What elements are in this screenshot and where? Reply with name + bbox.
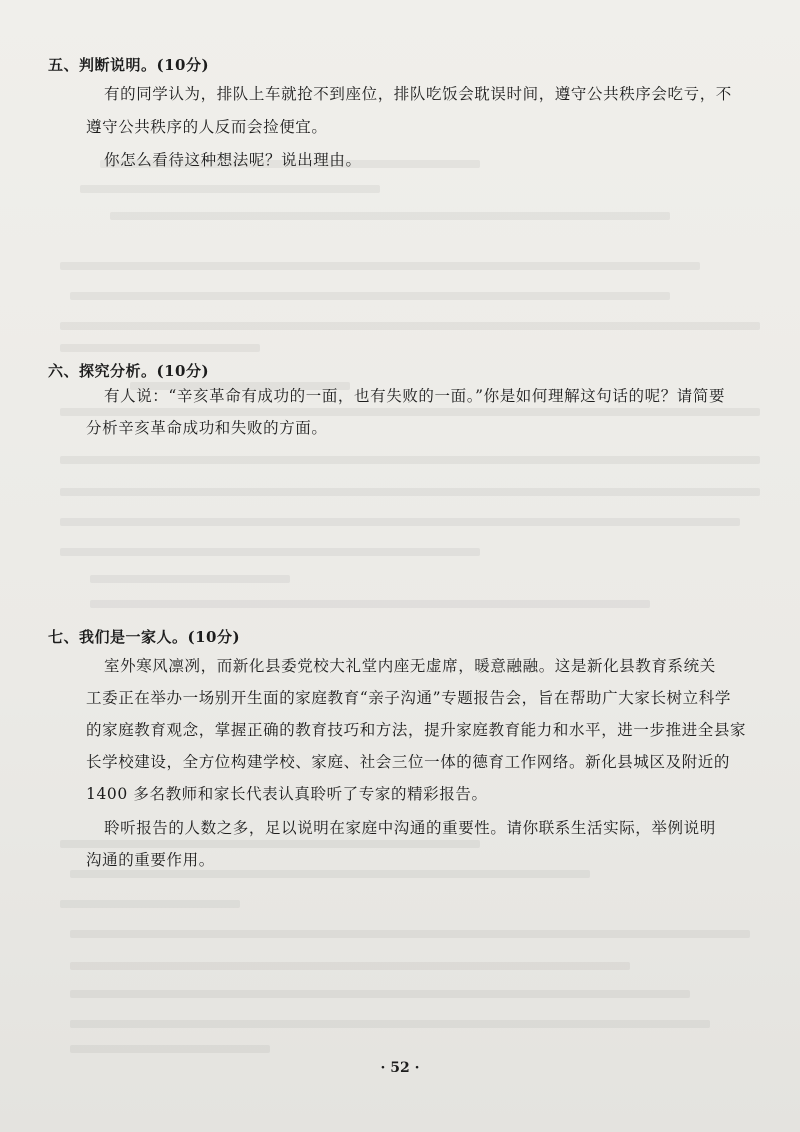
section-seven-question-2: 沟通的重要作用。 xyxy=(86,851,215,869)
section-seven-line-5: 1400 多名教师和家长代表认真聆听了专家的精彩报告。 xyxy=(86,785,488,803)
section-five-question: 你怎么看待这种想法呢？说出理由。 xyxy=(104,151,362,169)
section-seven-line-1: 室外寒风凛冽，而新化县委党校大礼堂内座无虚席，暖意融融。这是新化县教育系统关 xyxy=(104,657,716,675)
section-six-title: 六、探究分析。(10分) xyxy=(48,362,210,380)
section-seven-line-2: 工委正在举办一场别开生面的家庭教育“亲子沟通”专题报告会，旨在帮助广大家长树立科学 xyxy=(86,689,731,707)
page-number: · 52 · xyxy=(380,1060,420,1076)
section-seven-line-3: 的家庭教育观念，掌握正确的教育技巧和方法，提升家庭教育能力和水平，进一步推进全县家 xyxy=(86,721,747,739)
section-six-line-1: 有人说：“辛亥革命有成功的一面，也有失败的一面。”你是如何理解这句话的呢？请简要 xyxy=(104,387,726,405)
section-six-line-2: 分析辛亥革命成功和失败的方面。 xyxy=(86,419,328,437)
section-five-title: 五、判断说明。(10分) xyxy=(48,56,210,74)
section-seven-question-1: 聆听报告的人数之多，足以说明在家庭中沟通的重要性。请你联系生活实际，举例说明 xyxy=(104,819,716,837)
section-five-line-1: 有的同学认为，排队上车就抢不到座位，排队吃饭会耽误时间，遵守公共秩序会吃亏，不 xyxy=(104,85,732,103)
section-five-line-2: 遵守公共秩序的人反而会捡便宜。 xyxy=(86,118,328,136)
section-seven-title: 七、我们是一家人。(10分) xyxy=(48,628,241,646)
section-seven-line-4: 长学校建设，全方位构建学校、家庭、社会三位一体的德育工作网络。新化县城区及附近的 xyxy=(86,753,731,771)
